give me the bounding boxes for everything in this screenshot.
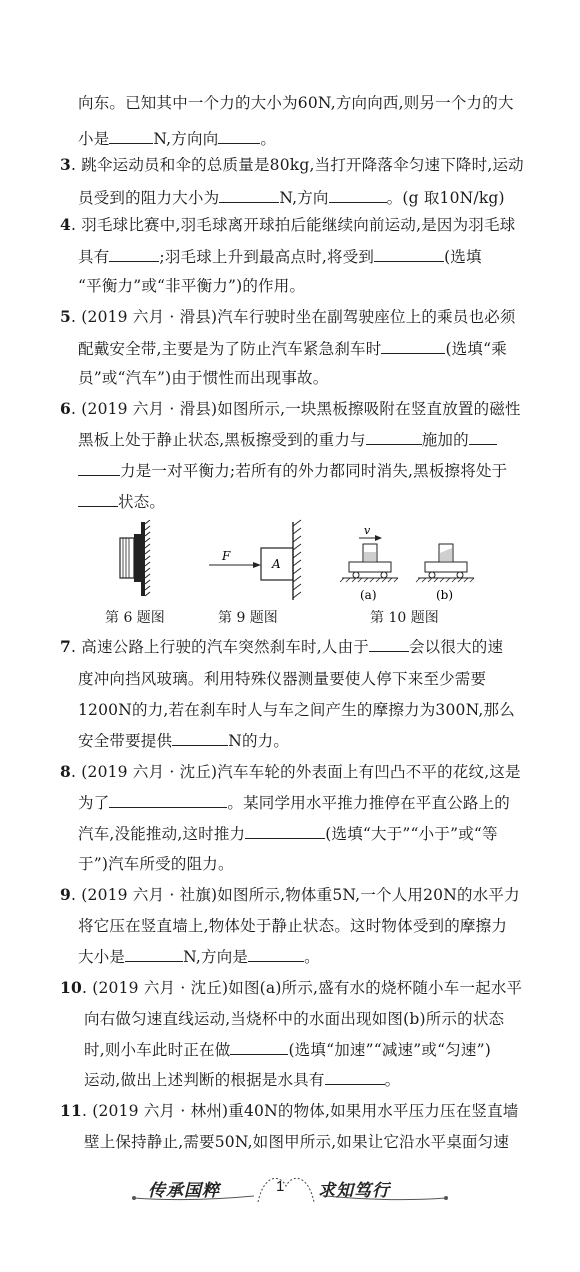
label-a: (a) (360, 588, 377, 602)
text-line: 壁上保持静止,需要50N,如图甲所示,如果让它沿水平桌面匀速 (84, 1133, 510, 1151)
answer-blank[interactable] (172, 731, 228, 746)
question-7: 7. 高速公路上行驶的汽车突然刹车时,人由于 会以很大的速 (60, 637, 504, 656)
text-line: 具有 ;羽毛球上升到最高点时,将受到 (选填 (78, 248, 482, 266)
text-line: 于”)汽车所受的阻力。 (78, 855, 234, 873)
answer-blank[interactable] (109, 793, 227, 808)
answer-blank[interactable] (78, 461, 120, 476)
text-line: 为了 。某同学用水平推力推停在平直公路上的 (78, 794, 511, 812)
question-6: 6. (2019 六月 · 滑县)如图所示,一块黑板擦吸附在竖直放置的磁性 (60, 399, 521, 418)
force-label: F (222, 549, 231, 563)
figure-6-caption: 第 6 题图 (105, 610, 165, 626)
text-line: 1200N的力,若在刹车时人与车之间产生的摩擦力为300N,那么 (78, 701, 515, 719)
question-4: 4. 羽毛球比赛中,羽毛球离开球拍后能继续向前运动,是因为羽毛球 (60, 215, 516, 234)
answer-blank[interactable] (374, 247, 444, 262)
answer-blank[interactable] (329, 188, 387, 203)
question-3: 3. 跳伞运动员和伞的总质量是80kg,当打开降落伞匀速下降时,运动 (60, 155, 524, 174)
question-11: 11. (2019 六月 · 林州)重40N的物体,如果用水平压力压在竖直墙 (60, 1101, 519, 1120)
question-5: 5. (2019 六月 · 滑县)汽车行驶时坐在副驾驶座位上的乘员也必须 (60, 307, 516, 326)
answer-blank[interactable] (109, 247, 159, 262)
answer-blank[interactable] (230, 1040, 288, 1055)
text-line: 时,则小车此时正在做 (选填“加速”“减速”或“匀速”) (84, 1041, 491, 1059)
answer-blank[interactable] (245, 824, 325, 839)
footer-left-text: 传承国粹 (148, 1181, 220, 1201)
answer-blank[interactable] (366, 430, 422, 445)
question-8: 8. (2019 六月 · 沈丘)汽车车轮的外表面上有凹凸不平的花纹,这是 (60, 762, 521, 781)
text-line: 小是 N,方向向 。 (78, 130, 277, 148)
answer-blank[interactable] (248, 947, 304, 962)
text-line: 汽车,没能推动,这时推力 (选填“大于”“小于”或“等 (78, 825, 498, 843)
velocity-label: v (364, 524, 371, 537)
answer-blank[interactable] (218, 129, 260, 144)
figure-9-caption: 第 9 题图 (218, 610, 278, 626)
text-line: 向右做匀速直线运动,当烧杯中的水面出现如图(b)所示的状态 (84, 1010, 505, 1028)
answer-blank[interactable] (78, 492, 118, 507)
text-line: 力是一对平衡力;若所有的外力都同时消失,黑板擦将处于 (0, 461, 580, 481)
question-9: 9. (2019 六月 · 社旗)如图所示,物体重5N,一个人用20N的水平力 (60, 885, 520, 904)
answer-blank[interactable] (219, 188, 279, 203)
text-line: “平衡力”或“非平衡力”)的作用。 (78, 277, 306, 295)
text-line: 安全带要提供 N的力。 (78, 732, 290, 750)
answer-blank[interactable] (369, 637, 409, 652)
text-line: 度冲向挡风玻璃。利用特殊仪器测量要使人停下来至少需要 (78, 670, 487, 688)
text-line: 员”或“汽车”)由于惯性而出现事故。 (78, 369, 329, 387)
answer-blank[interactable] (125, 947, 183, 962)
answer-blank[interactable] (325, 1070, 385, 1085)
figure-10 (336, 524, 476, 606)
text-line: 运动,做出上述判断的根据是水具有 。 (84, 1071, 401, 1089)
text-line: 黑板上处于静止状态,黑板擦受到的重力与 施加的 (0, 430, 580, 450)
answer-blank[interactable] (381, 339, 445, 354)
label-b: (b) (436, 588, 454, 602)
text-line: 员受到的阻力大小为 N,方向 。(g 取10N/kg) (78, 189, 505, 207)
answer-blank[interactable] (109, 129, 153, 144)
block-label: A (272, 557, 281, 571)
text-line: 将它压在竖直墙上,物体处于静止状态。这时物体受到的摩擦力 (78, 917, 508, 935)
figure-6 (112, 520, 162, 600)
footer-right-text: 求知笃行 (318, 1181, 390, 1201)
answer-blank[interactable] (469, 430, 497, 445)
page-number: 1 (276, 1178, 285, 1195)
page-footer (130, 1172, 450, 1208)
text-line: 向东。已知其中一个力的大小为60N,方向向西,则另一个力的大 (78, 94, 514, 112)
figure-9 (205, 518, 310, 602)
figure-10-caption: 第 10 题图 (370, 610, 439, 626)
text-line: 状态。 (0, 492, 580, 512)
question-10: 10. (2019 六月 · 沈丘)如图(a)所示,盛有水的烧杯随小车一起水平 (60, 978, 523, 997)
text-line: 大小是 N,方向是 。 (78, 948, 320, 966)
text-line: 配戴安全带,主要是为了防止汽车紧急刹车时 (选填“乘 (78, 340, 507, 358)
